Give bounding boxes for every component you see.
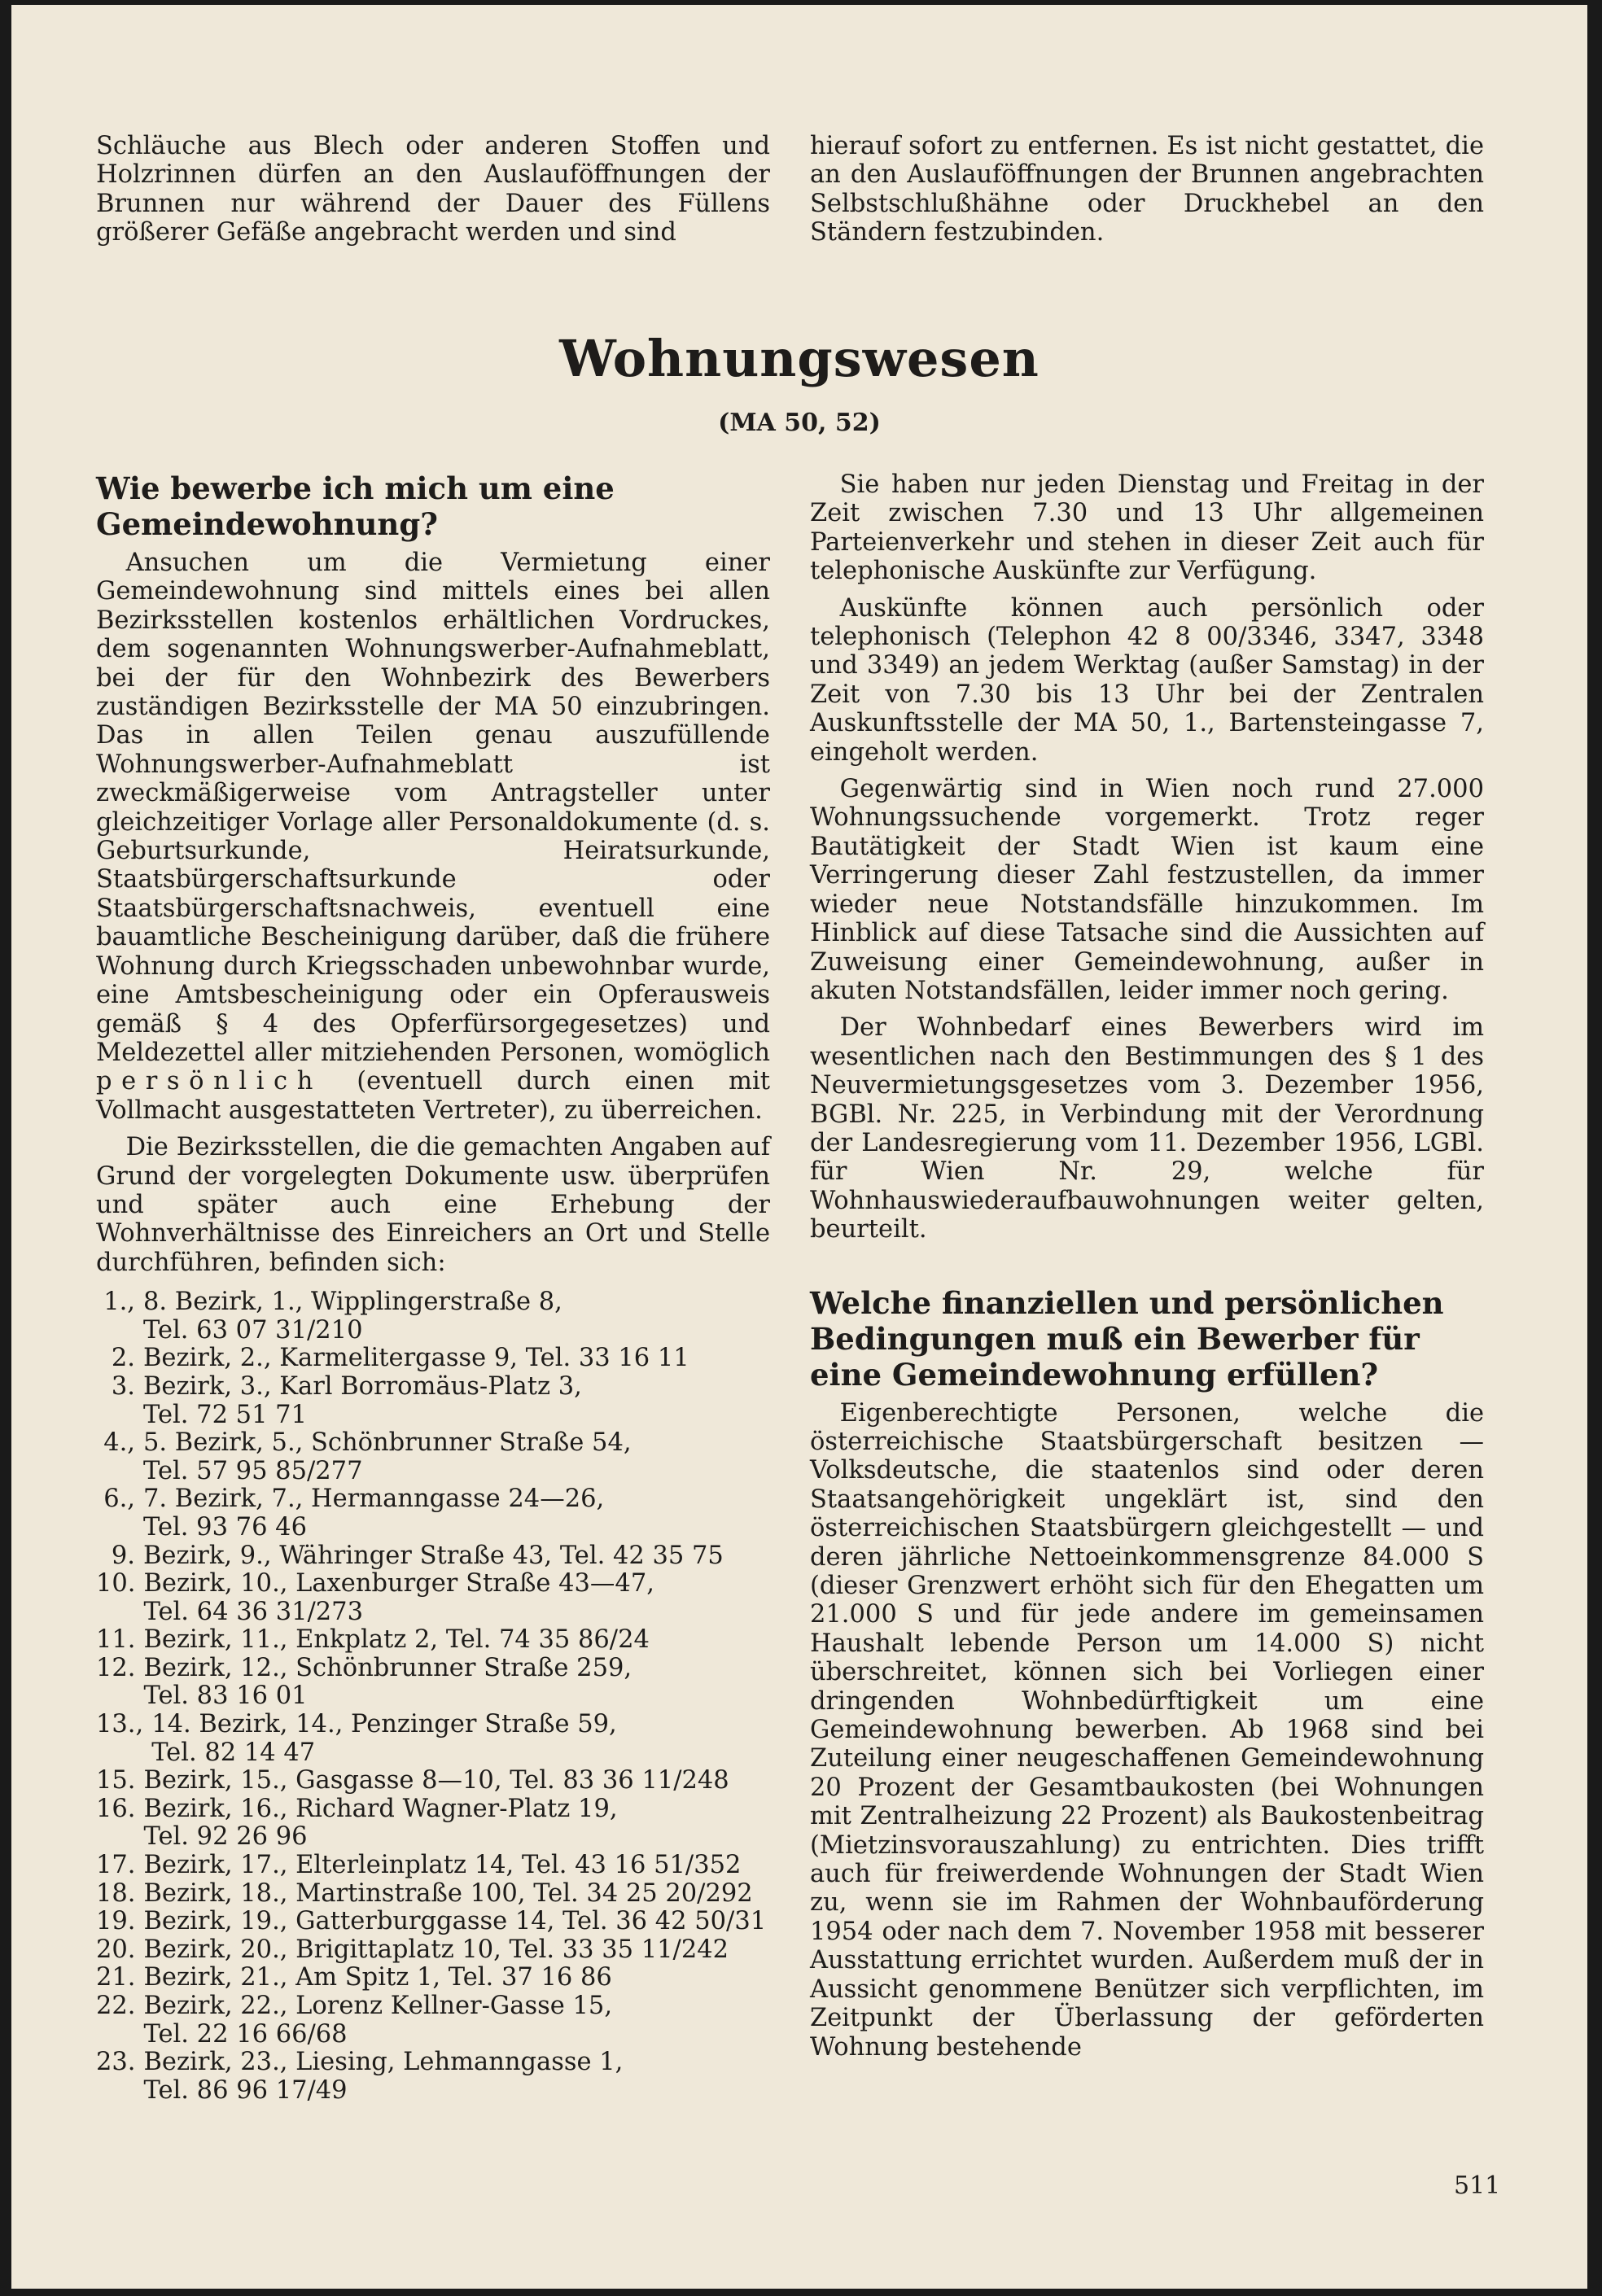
paragraph-application: Ansuchen um die Vermietung einer Gemeindewohnung sind mittels eines bei allen Bezirksstellen kostenlos erhältlichen Vordruckes, dem sogenannten Wohnungswerber-Aufnahmeblatt, bei der für den Wohnbezirk des Bewerbers zuständigen Bezirksstelle der MA 50 einzubringen. Das in allen Teilen genau auszufüllende Wohnungswerber-Aufnahmeblatt ist zweckmäßigerweise vom Antragsteller unter gleichzeitiger Vorlage aller Personaldokumente (d. s. Geburtsurkunde, Heiratsurkunde, Staatsbürgerschaftsurkunde oder Staatsbürgerschaftsnachweis, eventuell eine bauamtliche Bescheinigung darüber, daß die frühere Wohnung durch Kriegsschaden unbewohnbar wurde, eine Amtsbescheinigung oder ein Opferausweis gemäß § 4 des Opferfürsorgegesetzes) und Meldezettel aller mitziehenden Personen, womöglich persönlich (eventuell durch einen mit Vollmacht ausgestatteten Vertreter), zu überreichen. [96, 549, 770, 1125]
district-number: 13., [96, 1710, 144, 1739]
district-address-line: Bezirk, 11., Enkplatz 2, Tel. 74 35 86/24 [143, 1625, 650, 1655]
district-phone-line: Tel. 83 16 01 [143, 1682, 308, 1711]
district-address-line: Bezirk, 2., Karmelitergasse 9, Tel. 33 16 11 [143, 1344, 689, 1373]
section-title: Wohnungswesen [559, 329, 1040, 388]
district-number: 16. [96, 1794, 136, 1823]
top-left-paragraph: Schläuche aus Blech oder anderen Stoffen und Holzrinnen dürfen an den Auslauföffnungen der Brunnen nur während der Dauer des Füllens größerer Gefäße angebracht werden und sind [96, 132, 770, 247]
district-number: 15. [96, 1766, 136, 1795]
top-left-column [96, 132, 770, 247]
district-office-item [96, 1795, 770, 1852]
district-address [144, 1626, 770, 1655]
district-phone-line: Tel. 92 26 96 [143, 1822, 308, 1852]
district-office-item [96, 1964, 770, 1992]
district-office-item [96, 1570, 770, 1626]
district-address [143, 1373, 770, 1429]
district-office-item [96, 1936, 770, 1965]
district-phone-line: Tel. 22 16 66/68 [143, 2019, 348, 2049]
district-address [144, 1908, 770, 1936]
district-address [144, 1880, 770, 1909]
district-address-line: 7. Bezirk, 7., Hermanngasse 24—26, [143, 1485, 605, 1514]
district-address-line: Bezirk, 23., Liesing, Lehmanngasse 1, [143, 2048, 624, 2077]
district-number: 22. [96, 1992, 136, 2020]
district-phone-line: Tel. 64 36 31/273 [143, 1597, 363, 1626]
heading-conditions: Welche finanziellen und persönlichen Bedingungen muß ein Bewerber für eine Gemeindewohnung erfüllen? [810, 1284, 1444, 1393]
district-address-line: Bezirk, 15., Gasgasse 8—10, Tel. 83 36 11/248 [143, 1766, 729, 1795]
district-address-line: Bezirk, 18., Martinstraße 100, Tel. 34 25 20/292 [143, 1878, 753, 1908]
paragraph-information: Auskünfte können auch persönlich oder telephonisch (Telephon 42 8 00/3346, 3347, 3348 und 3349) an jedem Werktag (außer Samstag) in der Zeit von 7.30 bis 13 Uhr bei der Zentralen Auskunftsstelle der MA 50, 1., Bartensteingasse 7, eingeholt werden. [810, 593, 1484, 767]
district-office-item [96, 1288, 770, 1345]
district-address [143, 1288, 770, 1345]
district-address-line: Bezirk, 9., Währinger Straße 43, Tel. 42 35 75 [143, 1541, 724, 1570]
district-address [151, 1711, 770, 1767]
district-address [144, 1992, 770, 2049]
district-address [144, 2049, 770, 2105]
paragraph-conditions: Eigenberechtigte Personen, welche die österreichische Staatsbürgerschaft besitzen — Volksdeutsche, die staatenlos sind oder deren Staatsangehörigkeit ungeklärt ist, sind den österreichischen Staatsbürgern gleichgestellt — und deren jährliche Nettoeinkommensgrenze 84.000 S (dieser Grenzwert erhöht sich für den Ehegatten um 21.000 S und für jede andere im gemeinsamen Haushalt lebende Person um 14.000 S) nicht überschreitet, können sich bei Vorliegen einer dringenden Wohnbedürftigkeit um eine Gemeindewohnung bewerben. Ab 1968 sind bei Zuteilung einer neugeschaffenen Gemeindewohnung 20 Prozent der Gesamtbaukosten (bei Wohnungen mit Zentralheizung 22 Prozent) als Baukostenbeitrag (Mietzinsvorauszahlung) zu entrichten. Dies trifft auch für freiwerdende Wohnungen der Stadt Wien zu, wenn sie im Rahmen der Wohnbauförderung 1954 oder nach dem 7. November 1958 mit besserer Ausstattung errichtet wurden. Außerdem muß der in Aussicht genommene Benützer sich verpflichten, im Zeitpunkt der Überlassung der geförderten Wohnung bestehende [810, 1398, 1484, 2062]
district-address-line: Bezirk, 21., Am Spitz 1, Tel. 37 16 86 [143, 1963, 612, 1992]
district-number: 11. [96, 1625, 136, 1655]
district-number: 12. [96, 1653, 136, 1682]
district-office-item [96, 1880, 770, 1909]
district-address [144, 1795, 770, 1852]
heading-apply: Wie bewerbe ich mich um eine Gemeindewohnung? [96, 470, 615, 542]
district-address [143, 1485, 770, 1542]
district-address [144, 1852, 770, 1880]
right-column [810, 470, 1484, 2062]
left-column [96, 470, 770, 2105]
district-office-item [96, 1992, 770, 2049]
top-right-column [810, 132, 1484, 247]
district-number: 19. [96, 1907, 136, 1936]
document-page [11, 5, 1587, 2289]
district-office-item [96, 1626, 770, 1655]
district-phone-line: Tel. 82 14 47 [151, 1738, 316, 1767]
district-address [144, 1936, 770, 1965]
district-number: 9. [111, 1541, 135, 1570]
emphasis-persoenlich: persönlich [96, 1067, 322, 1096]
district-address-line: Bezirk, 16., Richard Wagner-Platz 19, [143, 1794, 618, 1823]
district-phone-line: Tel. 86 96 17/49 [143, 2075, 348, 2105]
district-address-line: Bezirk, 12., Schönbrunner Straße 259, [143, 1653, 632, 1682]
paragraph-district-offices: Die Bezirksstellen, die die gemachten Angaben auf Grund der vorgelegten Dokumente usw. überprüfen und später auch eine Erhebung der Wohnverhältnisse des Einreichers an Ort und Stelle durchführen, befinden sich: [96, 1133, 770, 1277]
district-office-item [96, 1908, 770, 1936]
district-number: 4., [103, 1428, 135, 1458]
district-office-item [96, 1345, 770, 1373]
district-address-line: 14. Bezirk, 14., Penzinger Straße 59, [151, 1710, 617, 1739]
district-office-item [96, 1373, 770, 1429]
district-number: 10. [96, 1569, 136, 1598]
district-number: 18. [96, 1878, 136, 1908]
district-address [144, 1655, 770, 1711]
district-address-line: Bezirk, 3., Karl Borromäus-Platz 3, [143, 1371, 582, 1401]
district-address [143, 1429, 770, 1485]
district-number: 6., [103, 1485, 135, 1514]
district-phone-line: Tel. 72 51 71 [143, 1400, 307, 1429]
district-number: 21. [96, 1963, 136, 1992]
district-office-item [96, 1852, 770, 1880]
district-address [143, 1345, 770, 1373]
district-address-line: Bezirk, 17., Elterleinplatz 14, Tel. 43 16 51/352 [143, 1851, 742, 1880]
district-address-line: Bezirk, 20., Brigittaplatz 10, Tel. 33 35 11/242 [143, 1935, 729, 1964]
top-right-paragraph: hierauf sofort zu entfernen. Es ist nicht gestattet, die an den Auslauföffnungen der Brunnen angebrachten Selbstschlußhähne oder Druckhebel an den Ständern festzubinden. [810, 132, 1484, 247]
district-address-line: Bezirk, 10., Laxenburger Straße 43—47, [143, 1569, 654, 1598]
district-address-line: 8. Bezirk, 1., Wipplingerstraße 8, [143, 1288, 562, 1317]
district-office-item [96, 1655, 770, 1711]
paragraph-office-hours: Sie haben nur jeden Dienstag und Freitag in der Zeit zwischen 7.30 und 13 Uhr allgemeinen Parteienverkehr und stehen in dieser Zeit auch für telephonische Auskünfte zur Verfügung. [810, 470, 1484, 586]
paragraph-waiting-list: Gegenwärtig sind in Wien noch rund 27.000 Wohnungssuchende vorgemerkt. Trotz reger Bautätigkeit der Stadt Wien ist kaum eine Verringerung dieser Zahl festzustellen, da immer wieder neue Notstandsfälle hinzukommen. Im Hinblick auf diese Tatsache sind die Aussichten auf Zuweisung einer Gemeindewohnung, außer in akuten Notstandsfällen, leider immer noch gering. [810, 775, 1484, 1005]
district-office-item [96, 1485, 770, 1542]
district-address [144, 1767, 770, 1795]
district-number: 1., [103, 1288, 135, 1317]
district-address-line: 5. Bezirk, 5., Schönbrunner Straße 54, [143, 1428, 632, 1458]
district-address [144, 1570, 770, 1626]
district-number: 20. [96, 1935, 136, 1964]
district-office-item [96, 1542, 770, 1571]
district-phone-line: Tel. 63 07 31/210 [143, 1315, 363, 1345]
district-address-line: Bezirk, 22., Lorenz Kellner-Gasse 15, [143, 1992, 613, 2020]
district-address [143, 1542, 770, 1571]
district-address-line: Bezirk, 19., Gatterburggasse 14, Tel. 36 42 50/31 [143, 1907, 767, 1936]
paragraph-housing-need: Der Wohnbedarf eines Bewerbers wird im wesentlichen nach den Bestimmungen des § 1 des Neuvermietungsgesetzes vom 3. Dezember 1956, BGBl. Nr. 225, in Verbindung mit der Verordnung der Landesregierung vom 11. Dezember 1956, LGBl. für Wien Nr. 29, welche für Wohnhauswiederaufbauwohnungen weiter gelten, beurteilt. [810, 1013, 1484, 1244]
district-number: 3. [111, 1371, 135, 1401]
district-number: 2. [111, 1344, 135, 1373]
district-office-item [96, 1711, 770, 1767]
district-office-item [96, 2049, 770, 2105]
district-phone-line: Tel. 93 76 46 [143, 1512, 307, 1542]
district-number: 23. [96, 2048, 136, 2077]
district-office-item [96, 1767, 770, 1795]
district-number: 17. [96, 1851, 136, 1880]
district-phone-line: Tel. 57 95 85/277 [143, 1456, 363, 1485]
page-number: 511 [1454, 2171, 1501, 2200]
district-address [144, 1964, 770, 1992]
section-subtitle: (MA 50, 52) [718, 409, 881, 437]
district-office-list [96, 1288, 770, 2105]
district-office-item [96, 1429, 770, 1485]
